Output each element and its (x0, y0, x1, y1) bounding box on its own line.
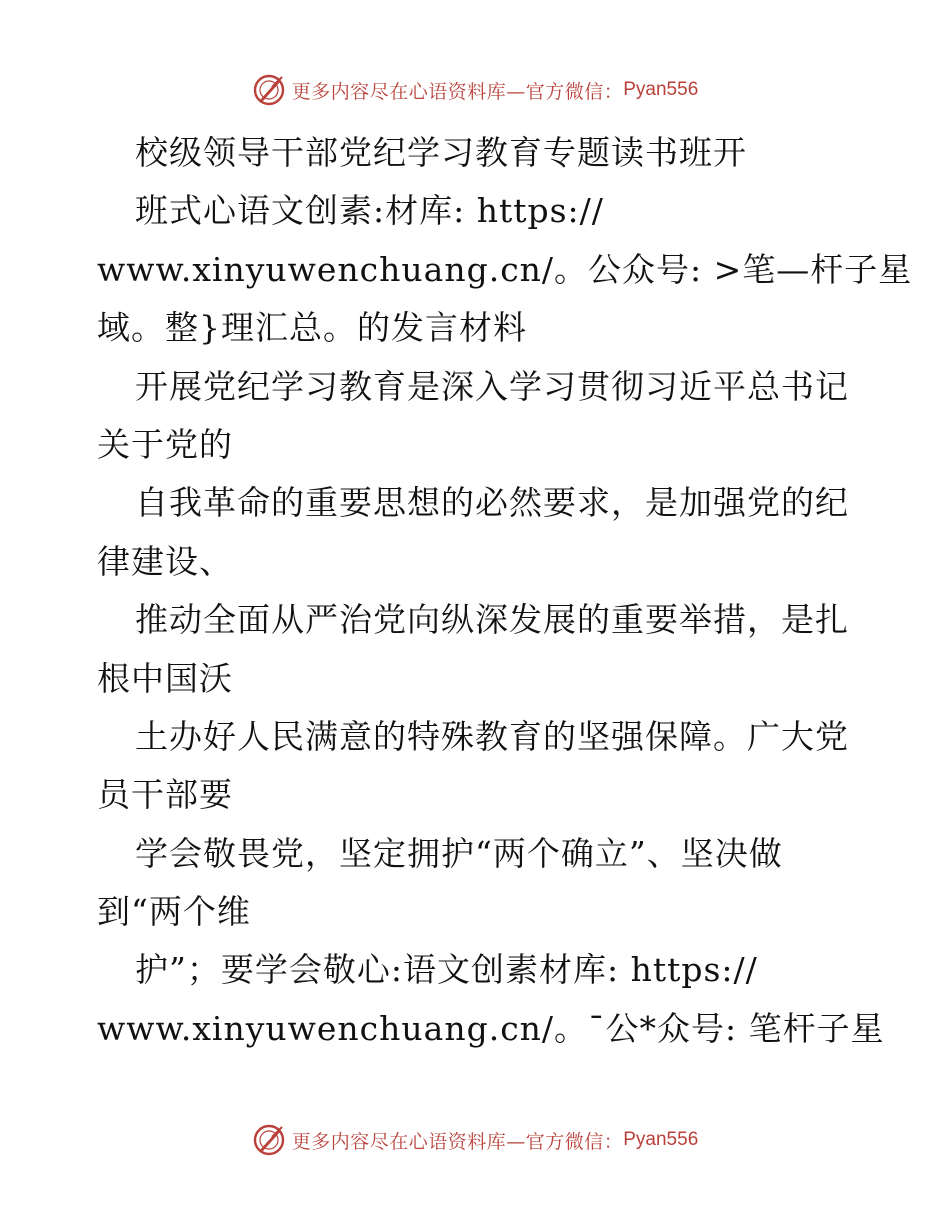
footer-watermark-banner (0, 1122, 950, 1158)
quill-pen-logo-icon (252, 1123, 286, 1157)
text-line: 到“两个维 (97, 892, 251, 932)
text-line: 开展党纪学习教育是深入学习贯彻习近平总书记 (135, 366, 849, 406)
text-line: 律建设、 (97, 541, 233, 581)
text-line: 自我革命的重要思想的必然要求，是加强党的纪 (135, 483, 849, 523)
text-line: 护”；要学会敬心:语文创素材库: https:// (135, 950, 758, 990)
text-line: www.xinyuwenchuang.cn/。¯公*众号: 笔杆子星 (97, 1008, 885, 1048)
text-line: 学会敬畏党，坚定拥护“两个确立”、坚决做 (135, 833, 783, 873)
text-line: 关于党的 (97, 424, 233, 464)
text-line: 根中国沃 (97, 658, 233, 698)
text-line: 班式心语文创素:材库: https:// (135, 191, 604, 231)
banner-text: 更多内容尽在心语资料库—官方微信： (291, 80, 624, 103)
document-body (97, 124, 913, 1058)
wechat-handle: Pyan556 (623, 79, 699, 100)
quill-pen-logo-icon (252, 73, 286, 107)
text-line: 推动全面从严治党向纵深发展的重要举措，是扎 (135, 600, 849, 640)
text-line: 校级领导干部党纪学习教育专题读书班开 (135, 133, 747, 172)
text-line: 员干部要 (97, 775, 233, 815)
wechat-handle: Pyan556 (623, 1129, 699, 1150)
text-line: 域。整}理汇总。的发言材料 (97, 308, 527, 348)
banner-text: 更多内容尽在心语资料库—官方微信： (291, 1130, 624, 1153)
text-line: 土办好人民满意的特殊教育的坚强保障。广大党 (135, 716, 849, 756)
header-watermark-banner (0, 72, 950, 108)
text-line: www.xinyuwenchuang.cn/。公众号: >笔—杆子星 (97, 249, 913, 289)
